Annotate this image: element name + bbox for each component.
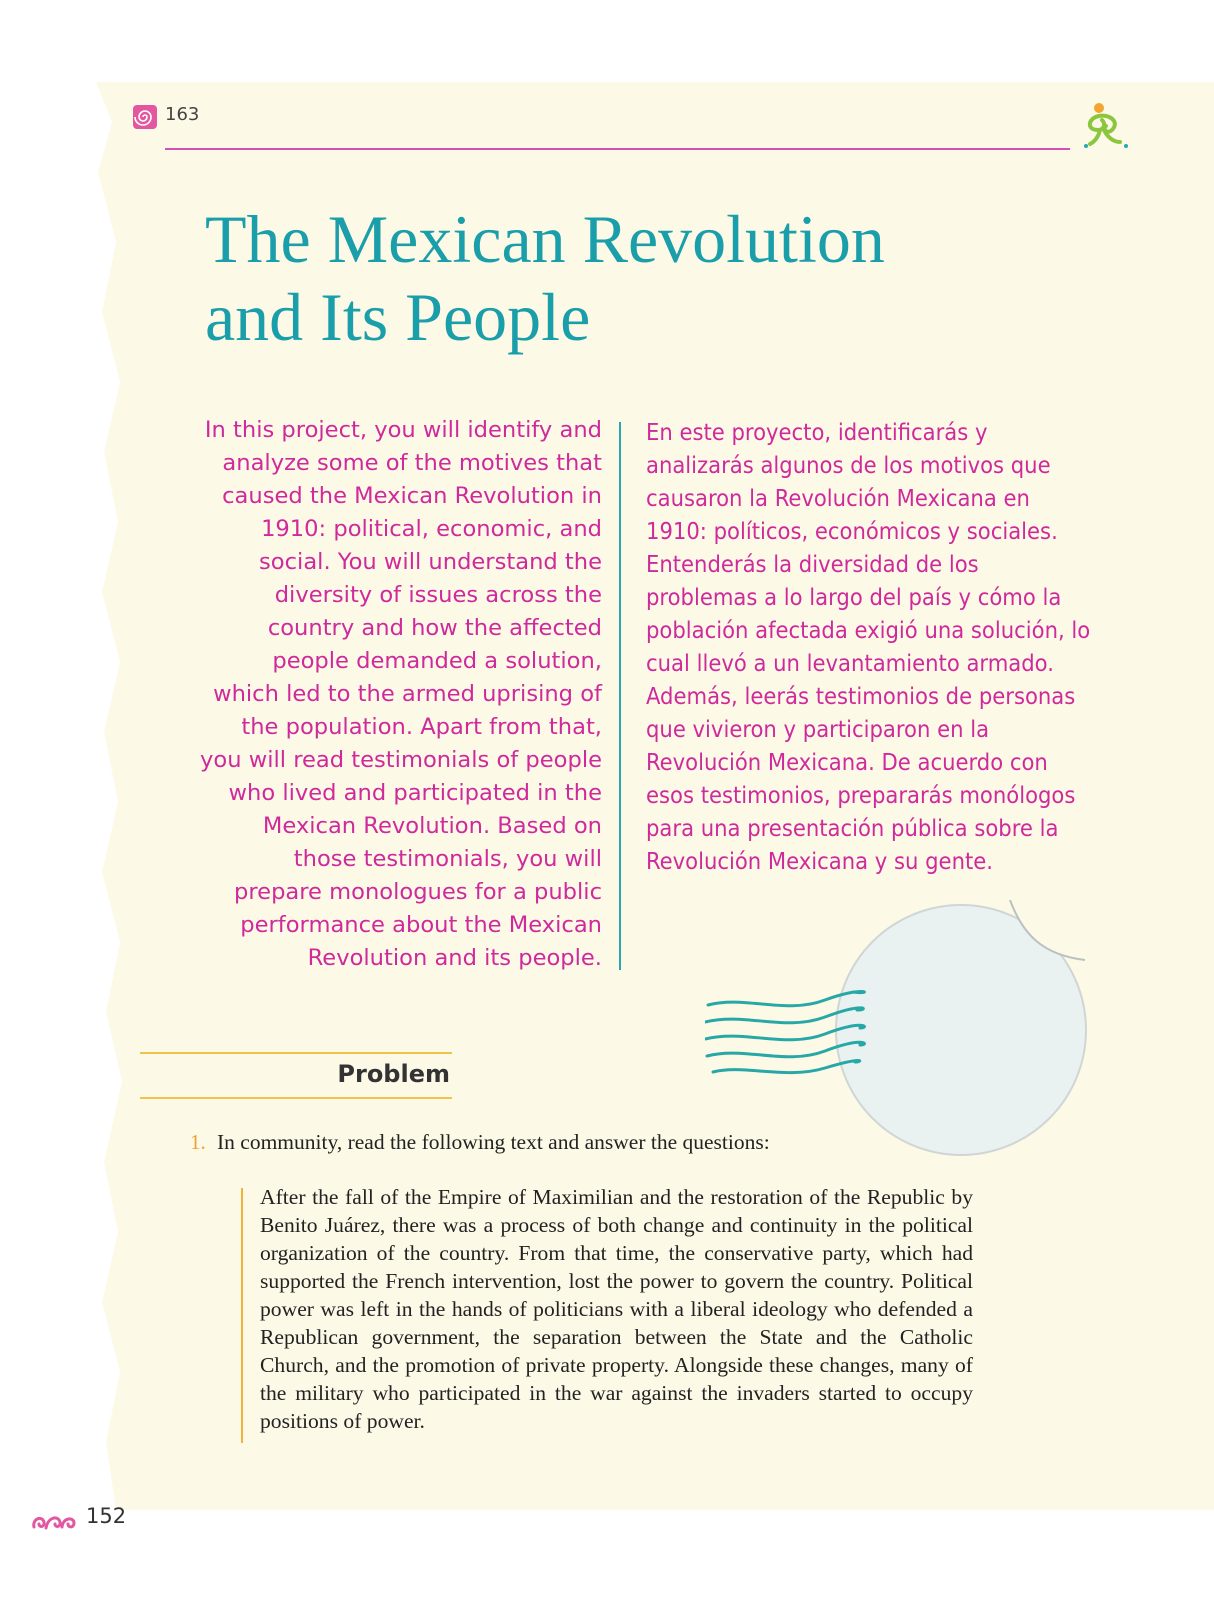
postmark-stamp-decoration — [705, 900, 1105, 1160]
problem-top-rule — [140, 1052, 452, 1054]
page-title: The Mexican Revolution and Its People — [205, 201, 885, 355]
page-number-top: 163 — [165, 104, 200, 125]
question-text: In community, read the following text and answer the questions: — [217, 1130, 770, 1154]
spiral-glyph-icon — [132, 104, 158, 130]
section-heading-problem: Problem — [337, 1060, 450, 1088]
header-rule — [165, 148, 1070, 150]
quote-accent-bar — [241, 1188, 243, 1443]
question-number: 1. — [190, 1130, 206, 1154]
intro-english: In this project, you will identify and analyze some of the motives that caused the Mexican Revolution in 1910: political, economic, and social. You will understand the diversity of issues across the country and how the affected people demanded a solution, which led to the armed uprising of the population. Apart from that, you will read testimonials of people who lived and participated in the Mexican Revolution. Based on those testimonials, you will prepare monologues for a public performance about the Mexican Revolution and its people. — [200, 417, 602, 971]
pink-ornament-icon — [30, 1511, 78, 1533]
intro-spanish: En este proyecto, identificarás y analizarás algunos de los motivos que causaron la Revolución Mexicana en 1910: políticos, económicos y sociales. Entenderás la diversidad de los problemas a lo largo del país y cómo la población afectada exigió una solución, lo cual llevó a un levantamiento armado. Además, leerás testimonios de personas que vivieron y participaron en la Revolución Mexicana. De acuerdo con esos testimonios, prepararás monólogos para una presentación pública sobre la Revolución Mexicana y su gente. — [646, 418, 1091, 875]
problem-bottom-rule — [140, 1097, 452, 1099]
page-number-bottom: 152 — [86, 1504, 127, 1528]
quoted-passage: After the fall of the Empire of Maximilian and the restoration of the Republic by Benito Juárez, there was a process of both change and continuity in the political organization of the country. From that time, the conservative party, which had supported the French intervention, lost the power to govern the country. Political power was left in the hands of politicians with a liberal ideology who defended a Republican government, the separation between the State and the Catholic Church, and the promotion of private property. Alongside these changes, many of the military who participated in the war against the invaders started to occupy positions of power. — [260, 1185, 973, 1433]
intro-divider — [619, 422, 621, 970]
sprout-logo-icon — [1082, 100, 1132, 152]
